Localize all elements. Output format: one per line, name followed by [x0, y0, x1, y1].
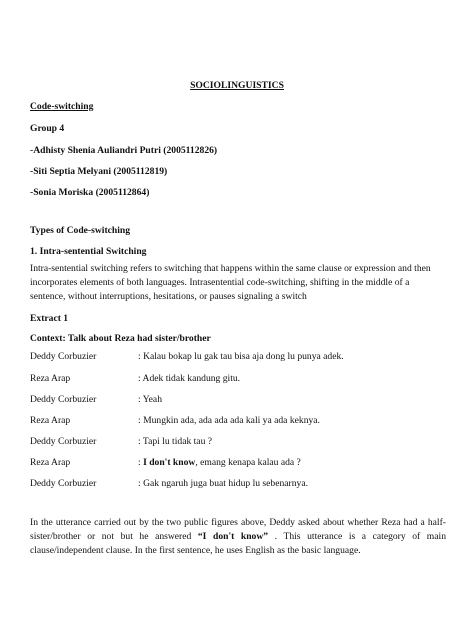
types-heading: Types of Code-switching	[30, 225, 131, 236]
utterance	[138, 351, 344, 363]
utterance	[138, 436, 212, 448]
member-1: -Adhisty Shenia Auliandri Putri (2005112826)	[30, 145, 218, 156]
utterance-text: : Kalau bokap lu gak tau bisa aja dong lu punya adek.	[138, 351, 344, 362]
subject-heading: Code-switching	[30, 101, 94, 112]
analysis-quote: “I don't know”	[197, 531, 269, 543]
utterance-english-phrase: I don't know	[143, 457, 196, 468]
utterance-text: : Gak ngaruh juga buat hidup lu sebenarnya.	[138, 478, 308, 489]
document-title: SOCIOLINGUISTICS	[190, 80, 284, 91]
section1-heading: 1. Intra-sentential Switching	[30, 246, 147, 257]
utterance	[138, 394, 162, 406]
group-label: Group 4	[30, 123, 65, 134]
speaker-name: Deddy Corbuzier	[30, 436, 97, 447]
member-3: -Sonia Moriska (2005112864)	[30, 187, 150, 198]
analysis-paragraph	[30, 516, 446, 559]
section1-paragraph: Intra-sentential switching refers to switching that happens within the same clause or expression and then incorporates elements of both languages. Intrasentential code-switching, shifting in the middle of a sentence, without interruptions, hesitations, or pauses signaling a switch	[30, 263, 431, 303]
utterance	[138, 478, 308, 490]
member-2: -Siti Septia Melyani (2005112819)	[30, 166, 168, 177]
analysis-text: . This utterance is a category of main clause/independent clause. In the first sentence, he uses English as the basic language.	[30, 531, 446, 557]
utterance-text: : Adek tidak kandung gitu.	[138, 373, 241, 384]
speaker-name: Deddy Corbuzier	[30, 394, 97, 405]
speaker-name: Reza Arap	[30, 415, 71, 426]
speaker-name: Deddy Corbuzier	[30, 478, 97, 489]
context-line: Context: Talk about Reza had sister/brother	[30, 333, 211, 344]
utterance	[138, 373, 240, 385]
speaker-name: Reza Arap	[30, 457, 71, 468]
utterance-text: , emang kenapa kalau ada ?	[195, 457, 301, 468]
analysis-text: In the utterance carried out by the two public figures above, Deddy asked about whether Reza had a half-sister/brother or not but he answered	[30, 517, 446, 543]
extract-heading: Extract 1	[30, 313, 69, 324]
utterance-text: : Yeah	[138, 394, 162, 405]
utterance-text: :	[138, 457, 144, 468]
utterance	[138, 457, 301, 469]
utterance-text: : Tapi lu tidak tau ?	[138, 436, 213, 447]
utterance-text: : Mungkin ada, ada ada ada kali ya ada keknya.	[138, 415, 320, 426]
utterance	[138, 415, 320, 427]
speaker-name: Deddy Corbuzier	[30, 351, 97, 362]
speaker-name: Reza Arap	[30, 373, 71, 384]
